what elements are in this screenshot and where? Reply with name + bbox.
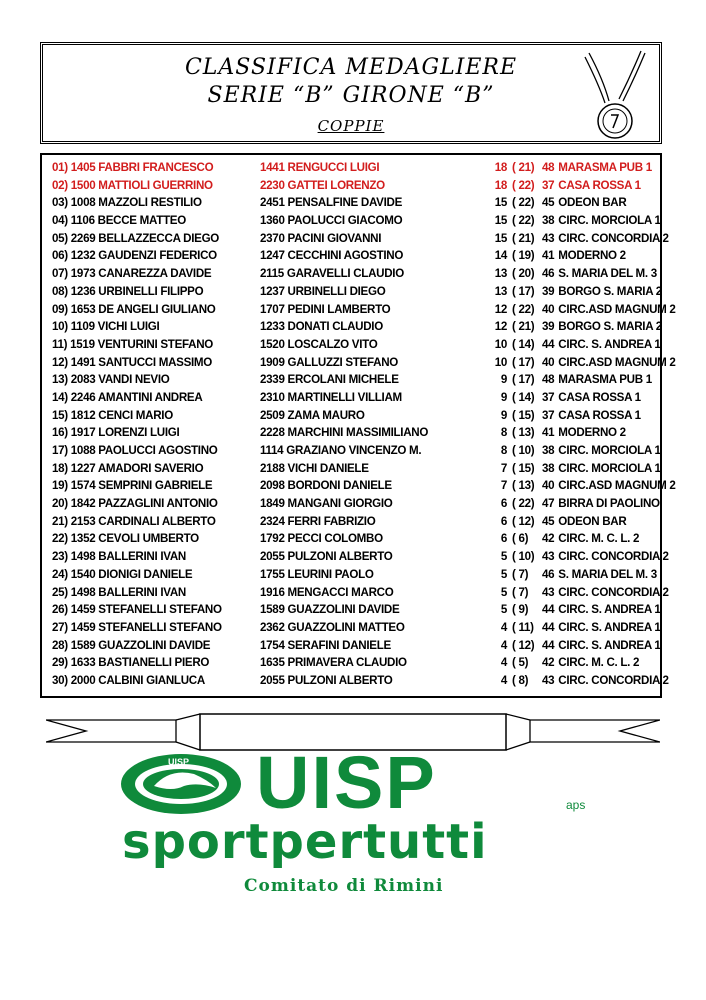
title-line-2: SERIE “B” GIRONE “B” — [207, 83, 495, 108]
player1-cell: 27) 1459 STEFANELLI STEFANO — [52, 620, 222, 634]
team-number: 40 — [542, 302, 555, 316]
points-cell: 9 — [500, 408, 507, 422]
points-cell: 4 — [500, 620, 507, 634]
team-name: MARASMA PUB 1 — [558, 161, 652, 174]
team-cell — [542, 619, 661, 637]
points-cell: 9 — [500, 390, 507, 404]
table-row — [42, 389, 660, 407]
table-row — [42, 654, 660, 672]
player1-cell: 08) 1236 URBINELLI FILIPPO — [52, 284, 204, 298]
player2-cell: 1909 GALLUZZI STEFANO — [260, 355, 398, 369]
team-cell — [542, 389, 641, 407]
points-cell: 10 — [494, 355, 507, 369]
player1-cell: 15) 1812 CENCI MARIO — [52, 408, 173, 422]
table-row — [42, 672, 669, 690]
player2-cell: 2055 PULZONI ALBERTO — [260, 550, 393, 564]
points-cell: 5 — [500, 567, 507, 581]
games-cell: ( 9) — [512, 603, 529, 617]
team-cell — [542, 548, 669, 566]
player1-cell: 20) 1842 PAZZAGLINI ANTONIO — [52, 497, 218, 511]
points-cell: 4 — [500, 638, 507, 652]
points-cell: 7 — [500, 479, 507, 493]
games-cell: ( 22) — [512, 178, 535, 192]
team-number: 38 — [542, 444, 555, 457]
player1-cell: 13) 2083 VANDI NEVIO — [52, 373, 170, 387]
team-cell — [542, 513, 626, 531]
player1-cell: 01) 1405 FABBRI FRANCESCO — [52, 161, 214, 174]
points-cell: 5 — [500, 585, 507, 599]
table-row — [42, 230, 669, 248]
team-name: CIRC. MORCIOLA 1 — [558, 461, 661, 475]
team-cell — [542, 283, 662, 301]
globe-runner-icon — [118, 752, 244, 816]
points-cell: 10 — [494, 337, 507, 351]
team-number: 47 — [542, 497, 555, 511]
table-row — [42, 177, 660, 195]
games-cell: ( 7) — [512, 585, 529, 599]
games-cell: ( 17) — [512, 373, 535, 387]
team-number: 43 — [542, 231, 555, 245]
player2-cell: 2339 ERCOLANI MICHELE — [260, 373, 399, 387]
header-box — [40, 42, 662, 144]
uisp-logo — [116, 741, 596, 902]
table-row — [42, 477, 676, 495]
points-cell: 5 — [500, 603, 507, 617]
team-cell — [542, 637, 661, 655]
team-number: 41 — [542, 249, 555, 263]
title-line-1: CLASSIFICA MEDAGLIERE — [184, 55, 518, 80]
team-number: 39 — [542, 320, 555, 334]
medal-icon — [579, 49, 651, 143]
games-cell: ( 7) — [512, 567, 529, 581]
table-row — [42, 530, 660, 548]
table-row — [42, 247, 660, 265]
team-name: CIRC. S. ANDREA 1 — [558, 603, 661, 617]
team-cell — [542, 354, 676, 372]
table-row — [42, 566, 660, 584]
player2-cell: 2188 VICHI DANIELE — [260, 461, 369, 475]
player2-cell: 2098 BORDONI DANIELE — [260, 479, 392, 493]
table-row — [42, 354, 676, 372]
team-name: CIRC.ASD MAGNUM 2 — [558, 355, 676, 369]
player1-cell: 09) 1653 DE ANGELI GIULIANO — [52, 302, 216, 316]
team-name: S. MARIA DEL M. 3 — [558, 267, 657, 281]
team-cell — [542, 177, 641, 195]
games-cell: ( 10) — [512, 550, 535, 564]
games-cell: ( 14) — [512, 390, 535, 404]
player1-cell: 29) 1633 BASTIANELLI PIERO — [52, 656, 210, 670]
points-cell: 7 — [500, 461, 507, 475]
player1-cell: 10) 1109 VICHI LUIGI — [52, 320, 160, 334]
games-cell: ( 20) — [512, 267, 535, 281]
team-number: 43 — [542, 585, 555, 599]
player1-cell: 02) 1500 MATTIOLI GUERRINO — [52, 178, 213, 192]
player1-cell: 05) 2269 BELLAZZECCA DIEGO — [52, 231, 220, 245]
team-name: BORGO S. MARIA 2 — [558, 284, 662, 298]
table-row — [42, 336, 660, 354]
games-cell: ( 22) — [512, 497, 535, 511]
table-row — [42, 513, 660, 531]
points-cell: 12 — [494, 320, 507, 334]
games-cell: ( 13) — [512, 426, 535, 440]
games-cell: ( 22) — [512, 196, 535, 210]
games-cell: ( 12) — [512, 514, 535, 528]
player1-cell: 11) 1519 VENTURINI STEFANO — [52, 337, 214, 351]
team-cell — [542, 265, 657, 283]
player1-cell: 30) 2000 CALBINI GIANLUCA — [52, 673, 205, 687]
player1-cell: 26) 1459 STEFANELLI STEFANO — [52, 603, 222, 617]
points-cell: 6 — [500, 497, 507, 511]
team-number: 37 — [542, 390, 555, 404]
player1-cell: 25) 1498 BALLERINI IVAN — [52, 585, 186, 599]
team-cell — [542, 371, 652, 389]
player1-cell: 18) 1227 AMADORI SAVERIO — [52, 461, 204, 475]
games-cell: ( 19) — [512, 249, 535, 263]
team-cell — [542, 336, 661, 354]
team-name: CIRC. S. ANDREA 1 — [558, 337, 661, 351]
games-cell: ( 21) — [512, 320, 535, 334]
player1-cell: 07) 1973 CANAREZZA DAVIDE — [52, 267, 212, 281]
player2-cell: 2451 PENSALFINE DAVIDE — [260, 196, 403, 210]
points-cell: 12 — [494, 302, 507, 316]
points-cell: 8 — [500, 444, 507, 457]
player1-cell: 21) 2153 CARDINALI ALBERTO — [52, 514, 216, 528]
team-name: BIRRA DI PAOLINO — [558, 497, 660, 511]
team-number: 43 — [542, 673, 555, 687]
player1-cell: 23) 1498 BALLERINI IVAN — [52, 550, 186, 564]
player2-cell: 2228 MARCHINI MASSIMILIANO — [260, 426, 429, 440]
team-cell — [542, 495, 660, 513]
team-cell — [542, 477, 676, 495]
team-name: MODERNO 2 — [558, 426, 626, 440]
team-name: CIRC. CONCORDIA 2 — [558, 550, 669, 564]
player2-cell: 1707 PEDINI LAMBERTO — [260, 302, 391, 316]
team-cell — [542, 159, 652, 177]
points-cell: 18 — [494, 178, 507, 192]
points-cell: 6 — [500, 532, 507, 546]
table-row — [42, 424, 660, 442]
player2-cell: 1916 MENGACCI MARCO — [260, 585, 394, 599]
table-row — [42, 601, 660, 619]
globe-label: UISP — [168, 757, 190, 767]
team-number: 44 — [542, 337, 555, 351]
points-cell: 13 — [494, 267, 507, 281]
table-row — [42, 619, 660, 637]
player2-cell: 1360 PAOLUCCI GIACOMO — [260, 214, 403, 228]
player2-cell: 2362 GUAZZOLINI MATTEO — [260, 620, 405, 634]
team-name: ODEON BAR — [558, 514, 627, 528]
player1-cell: 19) 1574 SEMPRINI GABRIELE — [52, 479, 213, 493]
team-name: CIRC. M. C. L. 2 — [558, 656, 640, 670]
table-row — [42, 318, 660, 336]
team-number: 45 — [542, 514, 555, 528]
team-cell — [542, 247, 626, 265]
points-cell: 18 — [494, 161, 507, 174]
games-cell: ( 17) — [512, 355, 535, 369]
player2-cell: 1635 PRIMAVERA CLAUDIO — [260, 656, 407, 670]
player1-cell: 16) 1917 LORENZI LUIGI — [52, 426, 180, 440]
title-subtitle: COPPIE — [317, 117, 385, 135]
points-cell: 8 — [500, 426, 507, 440]
team-name: CASA ROSSA 1 — [558, 178, 641, 192]
team-name: CIRC.ASD MAGNUM 2 — [558, 479, 676, 493]
player1-cell: 22) 1352 CEVOLI UMBERTO — [52, 532, 199, 546]
team-cell — [542, 672, 669, 690]
team-cell — [542, 407, 641, 425]
player2-cell: 2310 MARTINELLI VILLIAM — [260, 390, 402, 404]
player2-cell: 2324 FERRI FABRIZIO — [260, 514, 376, 528]
team-name: S. MARIA DEL M. 3 — [558, 567, 657, 581]
games-cell: ( 15) — [512, 461, 535, 475]
games-cell: ( 21) — [512, 231, 535, 245]
player1-cell: 03) 1008 MAZZOLI RESTILIO — [52, 196, 202, 210]
player2-cell: 1247 CECCHINI AGOSTINO — [260, 249, 404, 263]
team-number: 46 — [542, 267, 555, 281]
team-cell — [542, 566, 657, 584]
team-number: 38 — [542, 214, 555, 228]
table-row — [42, 442, 660, 460]
player1-cell: 24) 1540 DIONIGI DANIELE — [52, 567, 193, 581]
games-cell: ( 22) — [512, 214, 535, 228]
team-number: 40 — [542, 355, 555, 369]
points-cell: 5 — [500, 550, 507, 564]
player2-cell: 1233 DONATI CLAUDIO — [260, 320, 383, 334]
team-name: CIRC. CONCORDIA 2 — [558, 585, 669, 599]
team-number: 37 — [542, 178, 555, 192]
points-cell: 4 — [500, 656, 507, 670]
table-row — [42, 637, 660, 655]
team-name: CIRC. CONCORDIA 2 — [558, 231, 669, 245]
team-cell — [542, 424, 626, 442]
player2-cell: 1849 MANGANI GIORGIO — [260, 497, 393, 511]
table-row — [42, 283, 660, 301]
team-name: BORGO S. MARIA 2 — [558, 320, 662, 334]
table-row — [42, 495, 660, 513]
team-cell — [542, 584, 669, 602]
team-name: CIRC. S. ANDREA 1 — [558, 638, 661, 652]
points-cell: 15 — [494, 231, 507, 245]
standings-rows — [42, 159, 676, 690]
player2-cell: 2230 GATTEI LORENZO — [260, 178, 385, 192]
team-cell — [542, 601, 661, 619]
games-cell: ( 6) — [512, 532, 529, 546]
committee-label: Comitato di Rimini — [244, 876, 444, 896]
uisp-wordmark: UISP — [256, 741, 437, 824]
team-number: 45 — [542, 196, 555, 210]
table-row — [42, 371, 660, 389]
table-row — [42, 159, 660, 177]
team-name: CIRC. MORCIOLA 1 — [558, 444, 661, 457]
team-name: MODERNO 2 — [558, 249, 626, 263]
table-row — [42, 584, 669, 602]
team-number: 41 — [542, 426, 555, 440]
tagline: sportpertutti — [122, 814, 488, 870]
team-cell — [542, 301, 676, 319]
points-cell: 15 — [494, 214, 507, 228]
team-number: 48 — [542, 373, 555, 387]
player1-cell: 14) 2246 AMANTINI ANDREA — [52, 390, 203, 404]
aps-label: aps — [566, 798, 586, 812]
player2-cell: 2370 PACINI GIOVANNI — [260, 231, 382, 245]
table-row — [42, 460, 660, 478]
player1-cell: 06) 1232 GAUDENZI FEDERICO — [52, 249, 217, 263]
player2-cell: 2115 GARAVELLI CLAUDIO — [260, 267, 404, 281]
games-cell: ( 21) — [512, 161, 535, 174]
team-name: CIRC.ASD MAGNUM 2 — [558, 302, 676, 316]
games-cell: ( 5) — [512, 656, 529, 670]
team-name: MARASMA PUB 1 — [558, 373, 652, 387]
team-number: 39 — [542, 284, 555, 298]
table-row — [42, 407, 660, 425]
player2-cell: 1755 LEURINI PAOLO — [260, 567, 374, 581]
games-cell: ( 8) — [512, 673, 529, 687]
team-number: 44 — [542, 638, 555, 652]
player1-cell: 04) 1106 BECCE MATTEO — [52, 214, 186, 228]
points-cell: 6 — [500, 514, 507, 528]
points-cell: 4 — [500, 673, 507, 687]
player1-cell: 12) 1491 SANTUCCI MASSIMO — [52, 355, 213, 369]
player1-cell: 17) 1088 PAOLUCCI AGOSTINO — [52, 444, 218, 457]
team-number: 48 — [542, 161, 555, 174]
games-cell: ( 11) — [512, 620, 534, 634]
player2-cell: 1237 URBINELLI DIEGO — [260, 284, 386, 298]
player2-cell: 1114 GRAZIANO VINCENZO M. — [260, 444, 422, 457]
team-name: CASA ROSSA 1 — [558, 408, 641, 422]
team-number: 44 — [542, 620, 555, 634]
team-cell — [542, 530, 639, 548]
player2-cell: 1589 GUAZZOLINI DAVIDE — [260, 603, 400, 617]
team-cell — [542, 654, 639, 672]
team-name: CIRC. MORCIOLA 1 — [558, 214, 661, 228]
points-cell: 9 — [500, 373, 507, 387]
team-name: CIRC. S. ANDREA 1 — [558, 620, 661, 634]
player2-cell: 1441 RENGUCCI LUIGI — [260, 161, 380, 174]
games-cell: ( 14) — [512, 337, 535, 351]
team-number: 38 — [542, 461, 555, 475]
table-row — [42, 548, 669, 566]
table-row — [42, 212, 660, 230]
player2-cell: 1792 PECCI COLOMBO — [260, 532, 383, 546]
team-cell — [542, 442, 661, 460]
table-row — [42, 301, 676, 319]
team-name: ODEON BAR — [558, 196, 627, 210]
team-cell — [542, 212, 661, 230]
team-number: 40 — [542, 479, 555, 493]
player2-cell: 2055 PULZONI ALBERTO — [260, 673, 393, 687]
team-name: CIRC. M. C. L. 2 — [558, 532, 640, 546]
points-cell: 14 — [494, 249, 507, 263]
team-number: 37 — [542, 408, 555, 422]
team-number: 42 — [542, 532, 555, 546]
team-number: 46 — [542, 567, 555, 581]
team-cell — [542, 460, 661, 478]
games-cell: ( 22) — [512, 302, 535, 316]
points-cell: 13 — [494, 284, 507, 298]
standings-table — [40, 153, 676, 698]
player2-cell: 2509 ZAMA MAURO — [260, 408, 365, 422]
games-cell: ( 13) — [512, 479, 535, 493]
team-number: 43 — [542, 550, 555, 564]
team-number: 42 — [542, 656, 555, 670]
team-number: 44 — [542, 603, 555, 617]
team-name: CIRC. CONCORDIA 2 — [558, 673, 669, 687]
points-cell: 15 — [494, 196, 507, 210]
table-row — [42, 265, 660, 283]
games-cell: ( 12) — [512, 638, 535, 652]
team-name: CASA ROSSA 1 — [558, 390, 641, 404]
player2-cell: 1754 SERAFINI DANIELE — [260, 638, 391, 652]
player1-cell: 28) 1589 GUAZZOLINI DAVIDE — [52, 638, 211, 652]
games-cell: ( 10) — [512, 444, 535, 457]
table-row — [42, 194, 660, 212]
team-cell — [542, 194, 626, 212]
team-cell — [542, 230, 669, 248]
team-cell — [542, 318, 662, 336]
games-cell: ( 15) — [512, 408, 535, 422]
player2-cell: 1520 LOSCALZO VITO — [260, 337, 378, 351]
games-cell: ( 17) — [512, 284, 535, 298]
